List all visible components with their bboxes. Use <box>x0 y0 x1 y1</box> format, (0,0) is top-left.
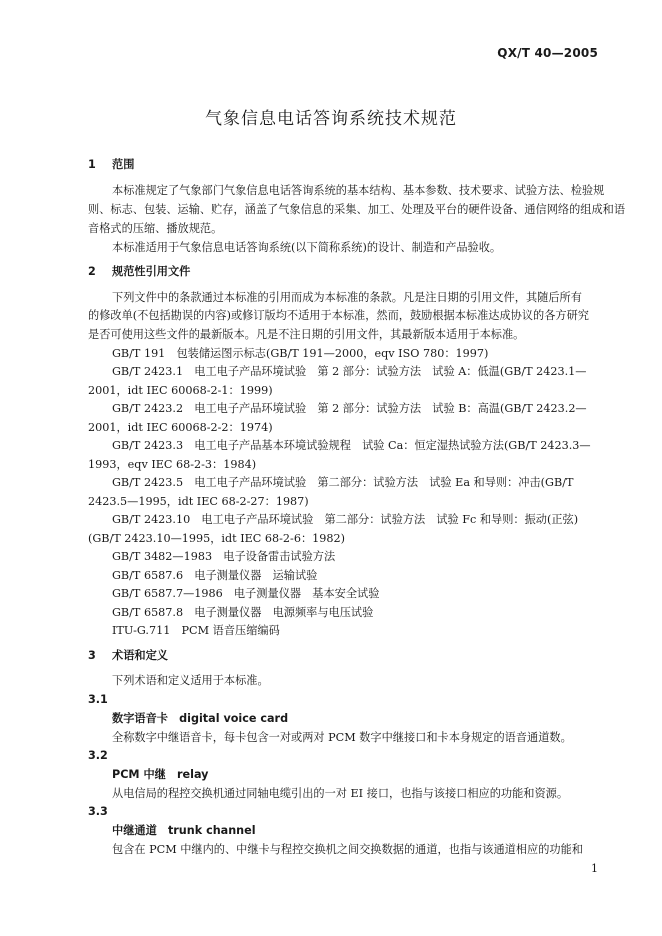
reference-item: GB/T 2423.1 电工电子产品环境试验 第 2 部分：试验方法 试验 A：低温(GB/T 2423.1— <box>112 365 587 378</box>
section-3-intro: 下列术语和定义适用于本标准。 <box>112 674 269 687</box>
section-1-heading <box>88 157 134 173</box>
term-name: 中继通道 trunk channel <box>112 824 256 837</box>
section-3-heading <box>88 648 168 664</box>
reference-item: GB/T 2423.2 电工电子产品环境试验 第 2 部分：试验方法 试验 B：高温(GB/T 2423.2— <box>112 402 587 415</box>
section-2-heading <box>88 264 190 280</box>
reference-item: ITU-G.711 PCM 语音压缩编码 <box>112 624 280 637</box>
reference-item: GB/T 2423.10 电工电子产品环境试验 第二部分：试验方法 试验 Fc 和导则：振动(正弦) <box>112 513 579 526</box>
reference-item: GB/T 191 包装储运图示标志(GB/T 191—2000，eqv ISO 780：1997) <box>112 347 489 360</box>
term-definition: 全称数字中继语音卡，每卡包含一对或两对 PCM 数字中继接口和卡本身规定的语音通道数。 <box>112 731 572 744</box>
reference-item: GB/T 3482—1983 电子设备雷击试验方法 <box>112 550 336 563</box>
term-number: 3.3 <box>88 805 108 818</box>
page-number: 1 <box>591 862 598 875</box>
reference-item-continuation: (GB/T 2423.10—1995，idt IEC 68-2-6：1982) <box>88 532 345 545</box>
section-1-title: 范围 <box>112 158 135 171</box>
term-definition: 从电信局的程控交换机通过同轴电缆引出的一对 EI 接口，也指与该接口相应的功能和资源。 <box>112 787 569 800</box>
section-3-number: 3 <box>88 649 96 662</box>
term-number: 3.2 <box>88 749 108 762</box>
reference-item: GB/T 6587.6 电子测量仪器 运输试验 <box>112 569 318 582</box>
term-name: 数字语音卡 digital voice card <box>112 712 289 725</box>
reference-item-continuation: 2001，idt IEC 60068-2-2：1974) <box>88 421 273 434</box>
section-1-para-line: 音格式的压缩、播放规范。 <box>88 222 223 235</box>
section-1-para-line: 本标准规定了气象部门气象信息电话答询系统的基本结构、基本参数、技术要求、试验方法、检验规 <box>112 184 605 197</box>
reference-item-continuation: 1993，eqv IEC 68-2-3：1984) <box>88 458 257 471</box>
term-name: PCM 中继 relay <box>112 768 209 781</box>
section-1-para-line: 则、标志、包装、运输、贮存，涵盖了气象信息的采集、加工、处理及平台的硬件设备、通信网络的组成和语 <box>88 203 626 216</box>
section-1-scope-para: 本标准适用于气象信息电话答询系统(以下简称系统)的设计、制造和产品验收。 <box>112 241 502 254</box>
term-definition: 包含在 PCM 中继内的、中继卡与程控交换机之间交换数据的通道，也指与该通道相应的功能和 <box>112 843 583 856</box>
section-1-number: 1 <box>88 158 96 171</box>
reference-item: GB/T 6587.8 电子测量仪器 电源频率与电压试验 <box>112 606 374 619</box>
section-2-intro-line: 的修改单(不包括勘误的内容)或修订版均不适用于本标准，然而，鼓励根据本标准达成协议的各方研究 <box>88 309 589 322</box>
section-2-title: 规范性引用文件 <box>112 265 191 278</box>
reference-item-continuation: 2001，idt IEC 60068-2-1：1999) <box>88 384 273 397</box>
section-2-intro-line: 下列文件中的条款通过本标准的引用而成为本标准的条款。凡是注日期的引用文件，其随后所有 <box>112 291 582 304</box>
reference-item: GB/T 6587.7—1986 电子测量仪器 基本安全试验 <box>112 587 380 600</box>
reference-item: GB/T 2423.3 电工电子产品基本环境试验规程 试验 Ca：恒定湿热试验方法(GB/T 2423.3— <box>112 439 591 452</box>
document-title: 气象信息电话答询系统技术规范 <box>205 109 457 129</box>
reference-item-continuation: 2423.5—1995，idt IEC 68-2-27：1987) <box>88 495 309 508</box>
standard-code: QX/T 40—2005 <box>497 46 598 60</box>
reference-item: GB/T 2423.5 电工电子产品环境试验 第二部分：试验方法 试验 Ea 和导则：冲击(GB/T <box>112 476 574 489</box>
section-3-title: 术语和定义 <box>112 649 168 662</box>
section-2-number: 2 <box>88 265 96 278</box>
section-2-intro-line: 是否可使用这些文件的最新版本。凡是不注日期的引用文件，其最新版本适用于本标准。 <box>88 328 525 341</box>
term-number: 3.1 <box>88 693 108 706</box>
